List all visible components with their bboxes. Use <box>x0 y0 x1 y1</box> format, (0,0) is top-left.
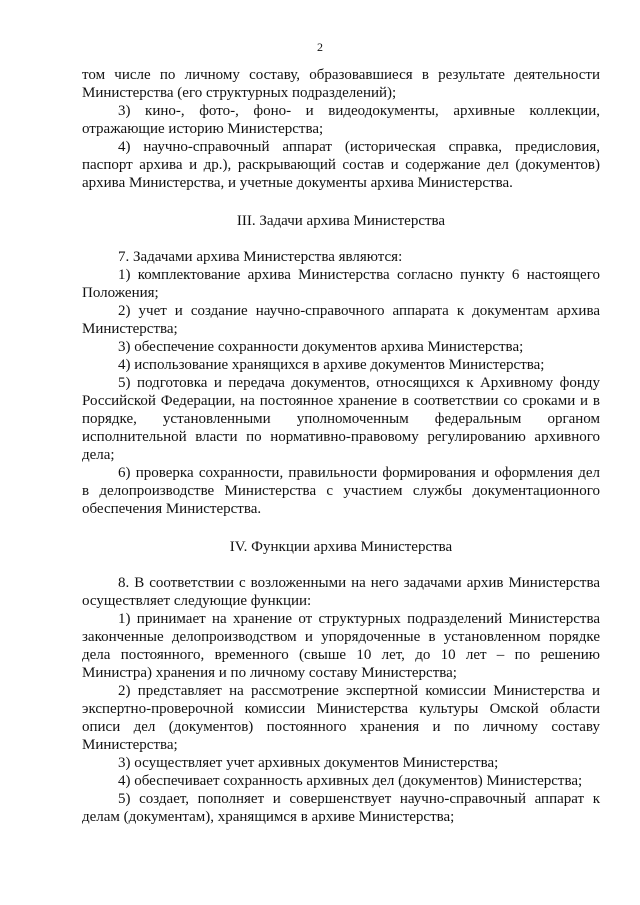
paragraph-task-1: 1) комплектование архива Министерства согласно пункту 6 настоящего Положения; <box>82 267 600 301</box>
paragraph-intro-item-3: 3) кино-, фото-, фоно- и видеодокументы, архивные коллекции, отражающие историю Министерства; <box>82 103 600 137</box>
paragraph-function-1: 1) принимает на хранение от структурных подразделений Министерства законченные делопроизводством и упорядоченные в установленном порядке дела постоянного, временного (свыше 10 лет, до 10 лет – по решению Министра) хранения и по личному составу Министерства; <box>82 611 600 681</box>
paragraph-function-5: 5) создает, пополняет и совершенствует научно-справочный аппарат к делам (документам), хранящимся в архиве Министерства; <box>82 791 600 825</box>
paragraph-intro-continuation: том числе по личному составу, образовавшиеся в результате деятельности Министерства (его структурных подразделений); <box>82 67 600 101</box>
document-body <box>82 66 600 826</box>
paragraph-task-3: 3) обеспечение сохранности документов архива Министерства; <box>118 339 524 355</box>
paragraph-task-2: 2) учет и создание научно-справочного аппарата к документам архива Министерства; <box>82 303 600 337</box>
section-heading-functions: IV. Функции архива Министерства <box>229 539 453 555</box>
page-number: 2 <box>317 40 323 54</box>
paragraph-intro-item-4: 4) научно-справочный аппарат (историческая справка, предисловия, паспорт архива и др.), раскрывающий состав и содержание дел (документов) архива Министерства, и учетные документы архива Министерства. <box>82 139 600 191</box>
paragraph-task-6: 6) проверка сохранности, правильности формирования и оформления дел в делопроизводстве Министерства с участием службы документационного обеспечения Министерства. <box>82 465 600 517</box>
paragraph-tasks-intro: 7. Задачами архива Министерства являются: <box>118 249 403 265</box>
paragraph-function-3: 3) осуществляет учет архивных документов Министерства; <box>118 755 499 771</box>
paragraph-functions-intro: 8. В соответствии с возложенными на него задачами архив Министерства осуществляет следующие функции: <box>82 575 600 609</box>
paragraph-task-5: 5) подготовка и передача документов, относящихся к Архивному фонду Российской Федерации, на постоянное хранение в соответствии со сроками и в порядке, установленными уполномоченным федеральным органом исполнительной власти по нормативно-правовому регулированию архивного дела; <box>82 375 600 463</box>
section-heading-tasks: III. Задачи архива Министерства <box>236 213 446 229</box>
paragraph-task-4: 4) использование хранящихся в архиве документов Министерства; <box>118 357 545 373</box>
paragraph-function-2: 2) представляет на рассмотрение экспертной комиссии Министерства и экспертно-проверочной комиссии Министерства культуры Омской области описи дел (документов) постоянного хранения и по личному составу Министерства; <box>82 683 600 753</box>
paragraph-function-4: 4) обеспечивает сохранность архивных дел (документов) Министерства; <box>118 773 583 789</box>
